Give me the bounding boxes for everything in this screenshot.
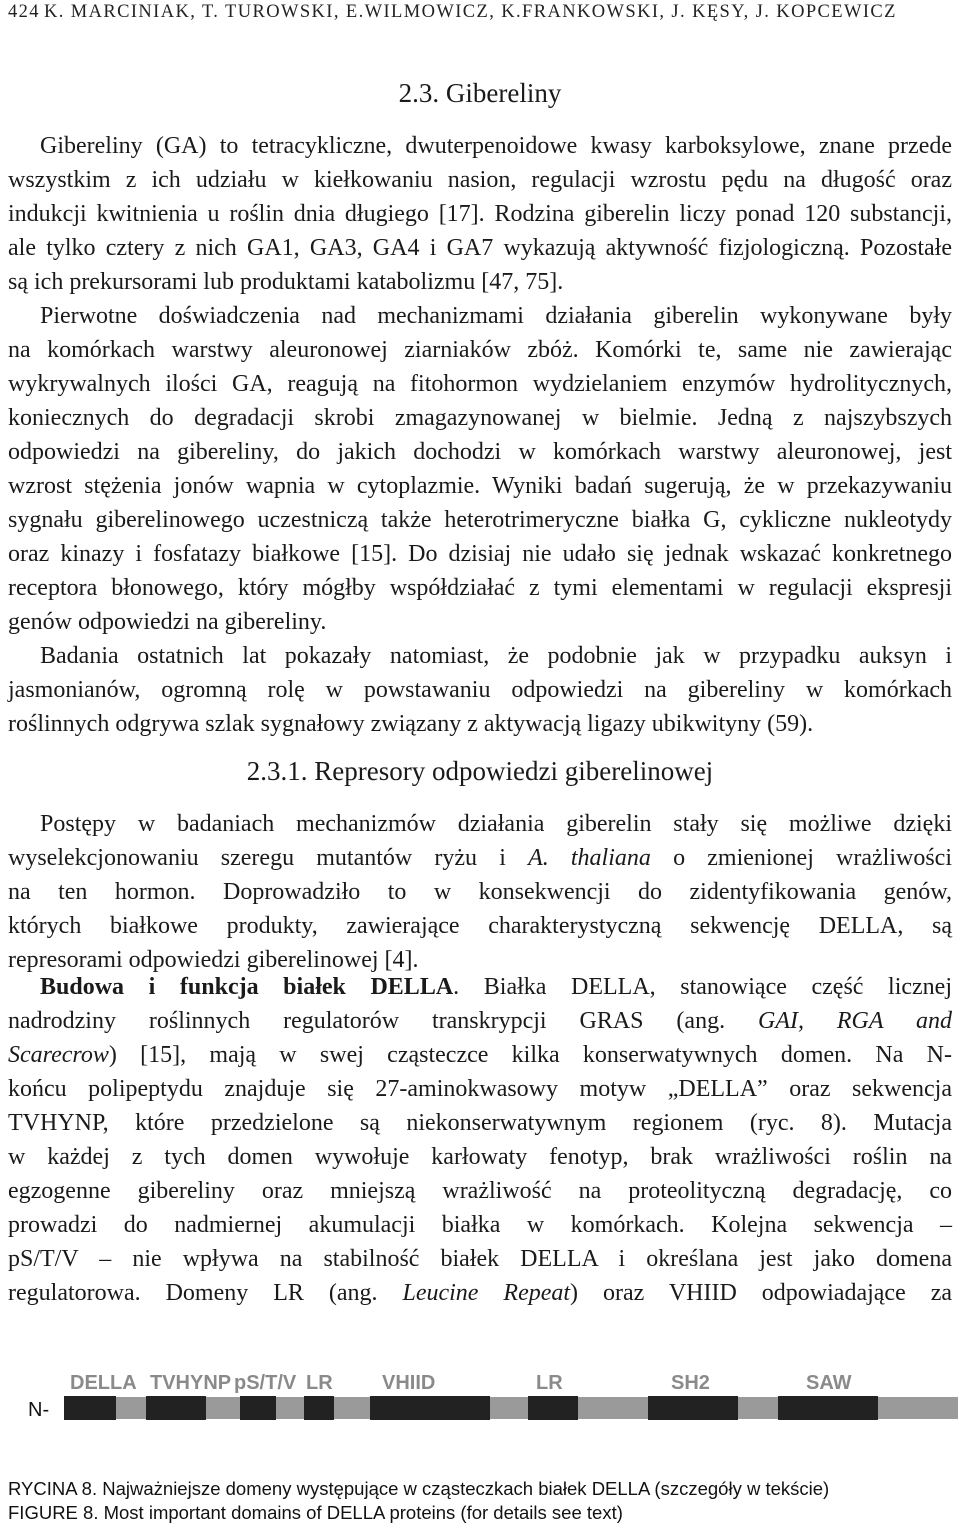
text-line: Postępy w badaniach mechanizmów działania giberelin stały się możliwe dzięki [40,811,952,837]
domain-label-saw: SAW [806,1372,852,1394]
text-line: Gibereliny (GA) to tetracykliczne, dwuterpenoidowe kwasy karboksylowe, znane przede [40,133,952,159]
text-line: egzogenne gibereliny oraz mniejszą wrażliwość na proteolityczną degradację, co [8,1178,952,1204]
text-line: których białkowe produkty, zawierające charakterystyczną sekwencję DELLA, są [8,913,952,939]
text-line: prowadzi do nadmiernej akumulacji białka w komórkach. Kolejna sekwencja – [8,1212,952,1238]
text-line: genów odpowiedzi na gibereliny. [8,609,327,635]
text-line: receptora błonowego, który mógłby współdziałać z tymi elementami w regulacji ekspresji [8,575,952,601]
domain-block-pstv [240,1396,276,1420]
text-line: pS/T/V – nie wpływa na stabilność białek DELLA i określana jest jako domena [8,1246,952,1272]
domain-block-lr2 [528,1396,578,1420]
text-line: sygnału giberelinowego uczestniczą także heterotrimeryczne białka G, cykliczne nukleotydy [8,507,952,533]
text-line: roślinnych odgrywa szlak sygnałowy związany z aktywacją ligazy ubikwityny (59). [8,711,814,737]
running-header [8,2,958,23]
text-line: są ich prekursorami lub produktami katabolizmu [47, 75]. [8,269,564,295]
domain-block-saw [778,1396,878,1420]
text-line: wszystkim z ich udziału w kiełkowaniu nasion, regulacji wzrostu pędu na długość oraz [8,167,952,193]
text-line: Badania ostatnich lat pokazały natomiast, że podobnie jak w przypadku auksyn i [40,643,952,669]
figure-caption-english: FIGURE 8. Most important domains of DELLA proteins (for details see text) [8,1502,623,1523]
text-line: w każdej z tych domen wywołuje karłowaty fenotyp, brak wrażliwości roślin na [8,1144,952,1170]
text-line: TVHYNP, które przedzielone są niekonserwatywnym regionem (ryc. 8). Mutacja [8,1110,952,1136]
text-line: koniecznych do degradacji skrobi zmagazynowanej w bielmie. Jedną z najszybszych [8,405,952,431]
text-line: na ten hormon. Doprowadziło to w konsekwencji do zidentyfikowania genów, [8,879,952,905]
domain-block-sh2 [648,1396,738,1420]
text-line: nadrodziny roślinnych regulatorów transkrypcji GRAS (ang. GAI, RGA and [8,1008,952,1034]
domain-label-pstv: pS/T/V [234,1372,297,1394]
text-line: wzrost stężenia jonów wapnia w cytoplazmie. Wyniki badań sugerują, że w przekazywaniu [8,473,952,499]
domain-label-sh2: SH2 [671,1372,710,1394]
text-line: wyselekcjonowaniu szeregu mutantów ryżu i A. thaliana o zmienionej wrażliwości [8,845,952,871]
domain-label-lr2: LR [536,1372,563,1394]
della-domain-diagram [28,1366,958,1436]
text-line: na komórkach warstwy aleuronowej ziarniaków zbóż. Komórki te, same nie zawierając [8,337,952,363]
section-heading: 2.3. Gibereliny [398,78,562,108]
text-line: Budowa i funkcja białek DELLA. Białka DELLA, stanowiące część licznej [40,974,952,1000]
domain-label-vhiid: VHIID [382,1372,436,1394]
figure-caption-polish: RYCINA 8. Najważniejsze domeny występujące w cząsteczkach białek DELLA (szczegóły w tekście) [8,1478,830,1499]
text-line: regulatorowa. Domeny LR (ang. Leucine Repeat) oraz VHIID odpowiadające za [8,1280,952,1306]
text-line: wykrywalnych ilości GA, reagują na fitohormon wydzielaniem enzymów hydrolitycznych, [8,371,952,397]
species-name: A. thaliana [528,845,651,871]
n-terminus-label: N- [28,1399,50,1421]
domain-label-lr1: LR [306,1372,333,1394]
domain-block-vhiid [370,1396,490,1420]
domain-label-tvhynp: TVHYNP [150,1372,232,1394]
domain-block-tvhynp [146,1396,206,1420]
text-line: końcu polipeptydu znajduje się 27-aminokwasowy motyw „DELLA” oraz sekwencja [8,1076,952,1102]
page-number: 424 [8,2,40,22]
text-line: Pierwotne doświadczenia nad mechanizmami działania giberelin wykonywane były [40,303,952,329]
text-line: Scarecrow) [15], mają w swej cząsteczce kilka konserwatywnych domen. Na N- [8,1042,952,1068]
text-line: represorami odpowiedzi giberelinowej [4]. [8,947,419,973]
author-list: K. MARCINIAK, T. TUROWSKI, E.WILMOWICZ, K.FRANKOWSKI, J. KĘSY, J. KOPCEWICZ [43,2,897,22]
domain-label-della: DELLA [70,1372,137,1394]
text-line: oraz kinazy i fosfatazy białkowe [15]. Do dzisiaj nie udało się jednak wskazać konkretnego [8,541,952,567]
domain-block-lr1 [304,1396,334,1420]
text-line: indukcji kwitnienia u roślin dnia długiego [17]. Rodzina giberelin liczy ponad 120 substancji, [8,201,952,227]
domain-block-della [64,1396,116,1420]
subsection-heading: 2.3.1. Represory odpowiedzi giberelinowej [246,756,714,786]
text-line: ale tylko cztery z nich GA1, GA3, GA4 i GA7 wykazują aktywność fizjologiczną. Pozostałe [8,235,952,261]
text-line: jasmonianów, ogromną rolę w powstawaniu odpowiedzi na gibereliny w komórkach [8,677,952,703]
bold-lead-in: Budowa i funkcja białek DELLA [40,974,454,1000]
text-line: odpowiedzi na gibereliny, do jakich dochodzi w komórkach warstwy aleuronowej, jest [8,439,952,465]
